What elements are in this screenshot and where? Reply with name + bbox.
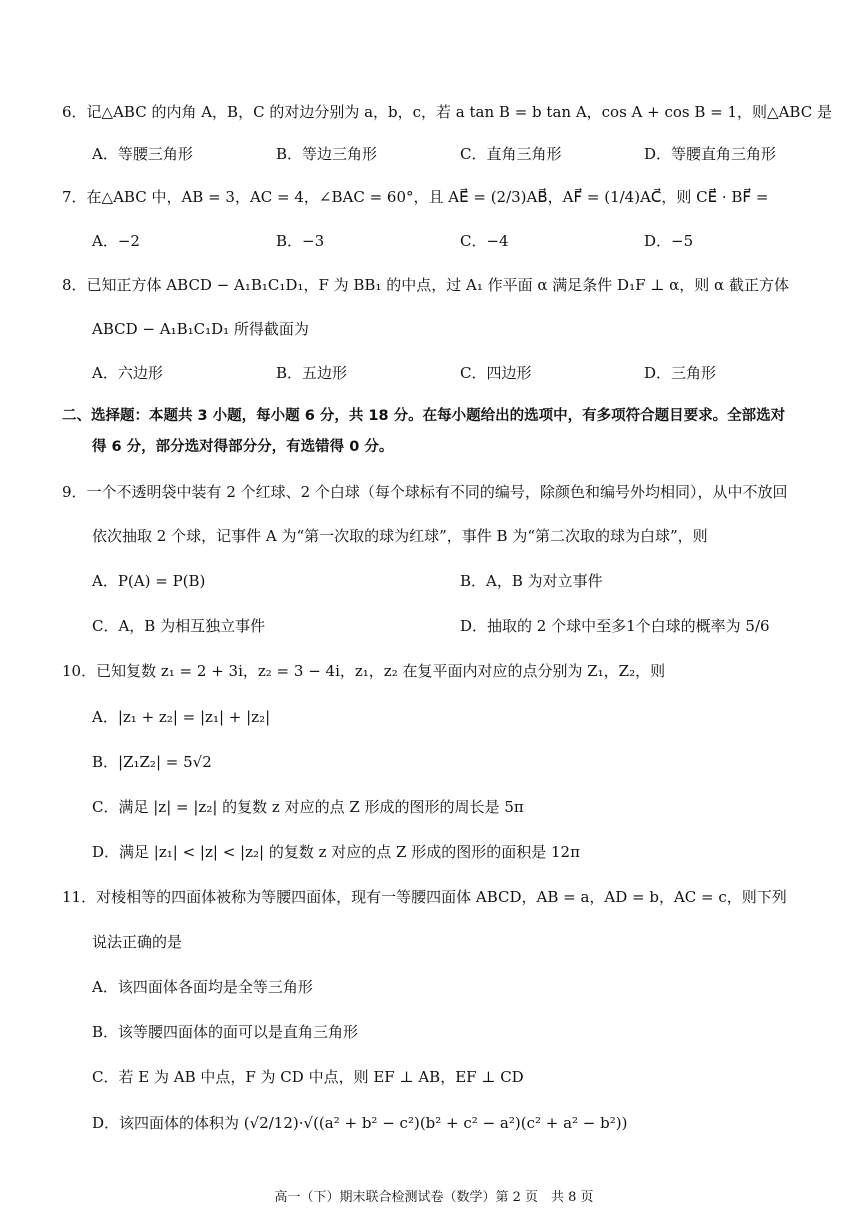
q10-option-b: B．|Z₁Z₂| = 5√2 — [92, 753, 212, 771]
q8-option-d: D．三角形 — [644, 364, 717, 382]
q9-option-d: D．抽取的 2 个球中至多1个白球的概率为 5/6 — [460, 617, 770, 635]
q10-option-c: C．满足 |z| = |z₂| 的复数 z 对应的点 Z 形成的图形的周长是 5π — [92, 798, 524, 816]
q9-option-b: B．A，B 为对立事件 — [460, 572, 603, 590]
page-footer: 高一（下）期末联合检测试卷（数学）第 2 页 共 8 页 — [274, 1190, 594, 1205]
question-11-stem-line1: 11．对棱相等的四面体被称为等腰四面体，现有一等腰四面体 ABCD，AB = a，AD = b，AC = c，则下列 — [62, 888, 787, 906]
question-9-stem-line2: 依次抽取 2 个球，记事件 A 为“第一次取的球为红球”，事件 B 为“第二次取的球为白球”，则 — [92, 527, 708, 545]
q6-option-b: B．等边三角形 — [276, 145, 378, 163]
question-8-stem-line2: ABCD − A₁B₁C₁D₁ 所得截面为 — [92, 320, 309, 338]
q6-option-a: A．等腰三角形 — [92, 145, 193, 163]
q6-option-d: D．等腰直角三角形 — [644, 145, 777, 163]
q11-option-b: B．该等腰四面体的面可以是直角三角形 — [92, 1023, 359, 1041]
question-9-stem-line1: 9．一个不透明袋中装有 2 个红球、2 个白球（每个球标有不同的编号，除颜色和编号外均相同），从中不放回 — [62, 483, 788, 501]
section-2-heading-line1: 二、选择题：本题共 3 小题，每小题 6 分，共 18 分。在每小题给出的选项中，有多项符合题目要求。全部选对 — [62, 408, 786, 424]
q7-option-c: C．−4 — [460, 232, 509, 250]
question-7-stem: 7．在△ABC 中，AB = 3，AC = 4，∠BAC = 60°，且 AE⃗ = (2/3)AB⃗，AF⃗ = (1/4)AC⃗，则 CE⃗ · BF⃗ = — [62, 188, 769, 206]
question-8-stem-line1: 8．已知正方体 ABCD − A₁B₁C₁D₁，F 为 BB₁ 的中点，过 A₁ 作平面 α 满足条件 D₁F ⊥ α，则 α 截正方体 — [62, 276, 789, 294]
section-2-heading-line2: 得 6 分，部分选对得部分分，有选错得 0 分。 — [92, 439, 394, 455]
q9-option-c: C．A，B 为相互独立事件 — [92, 617, 266, 635]
q7-option-d: D．−5 — [644, 232, 694, 250]
q6-option-c: C．直角三角形 — [460, 145, 562, 163]
q7-option-a: A．−2 — [92, 232, 140, 250]
q8-option-a: A．六边形 — [92, 364, 163, 382]
q11-option-c: C．若 E 为 AB 中点，F 为 CD 中点，则 EF ⊥ AB，EF ⊥ CD — [92, 1068, 524, 1086]
question-10-stem: 10．已知复数 z₁ = 2 + 3i，z₂ = 3 − 4i，z₁，z₂ 在复平面内对应的点分别为 Z₁，Z₂，则 — [62, 662, 666, 680]
q7-option-b: B．−3 — [276, 232, 325, 250]
q9-option-a: A．P(A) = P(B) — [92, 572, 206, 590]
q8-option-b: B．五边形 — [276, 364, 348, 382]
question-6-stem: 6．记△ABC 的内角 A，B，C 的对边分别为 a，b，c，若 a tan B = b tan A，cos A + cos B = 1，则△ABC 是 — [62, 103, 832, 121]
question-11-stem-line2: 说法正确的是 — [92, 933, 183, 951]
q11-option-d: D．该四面体的体积为 (√2/12)·√((a² + b² − c²)(b² + c² − a²)(c² + a² − b²)) — [92, 1114, 628, 1132]
q8-option-c: C．四边形 — [460, 364, 532, 382]
q10-option-d: D．满足 |z₁| < |z| < |z₂| 的复数 z 对应的点 Z 形成的图形的面积是 12π — [92, 843, 580, 861]
q11-option-a: A．该四面体各面均是全等三角形 — [92, 978, 313, 996]
q10-option-a: A．|z₁ + z₂| = |z₁| + |z₂| — [92, 708, 271, 726]
